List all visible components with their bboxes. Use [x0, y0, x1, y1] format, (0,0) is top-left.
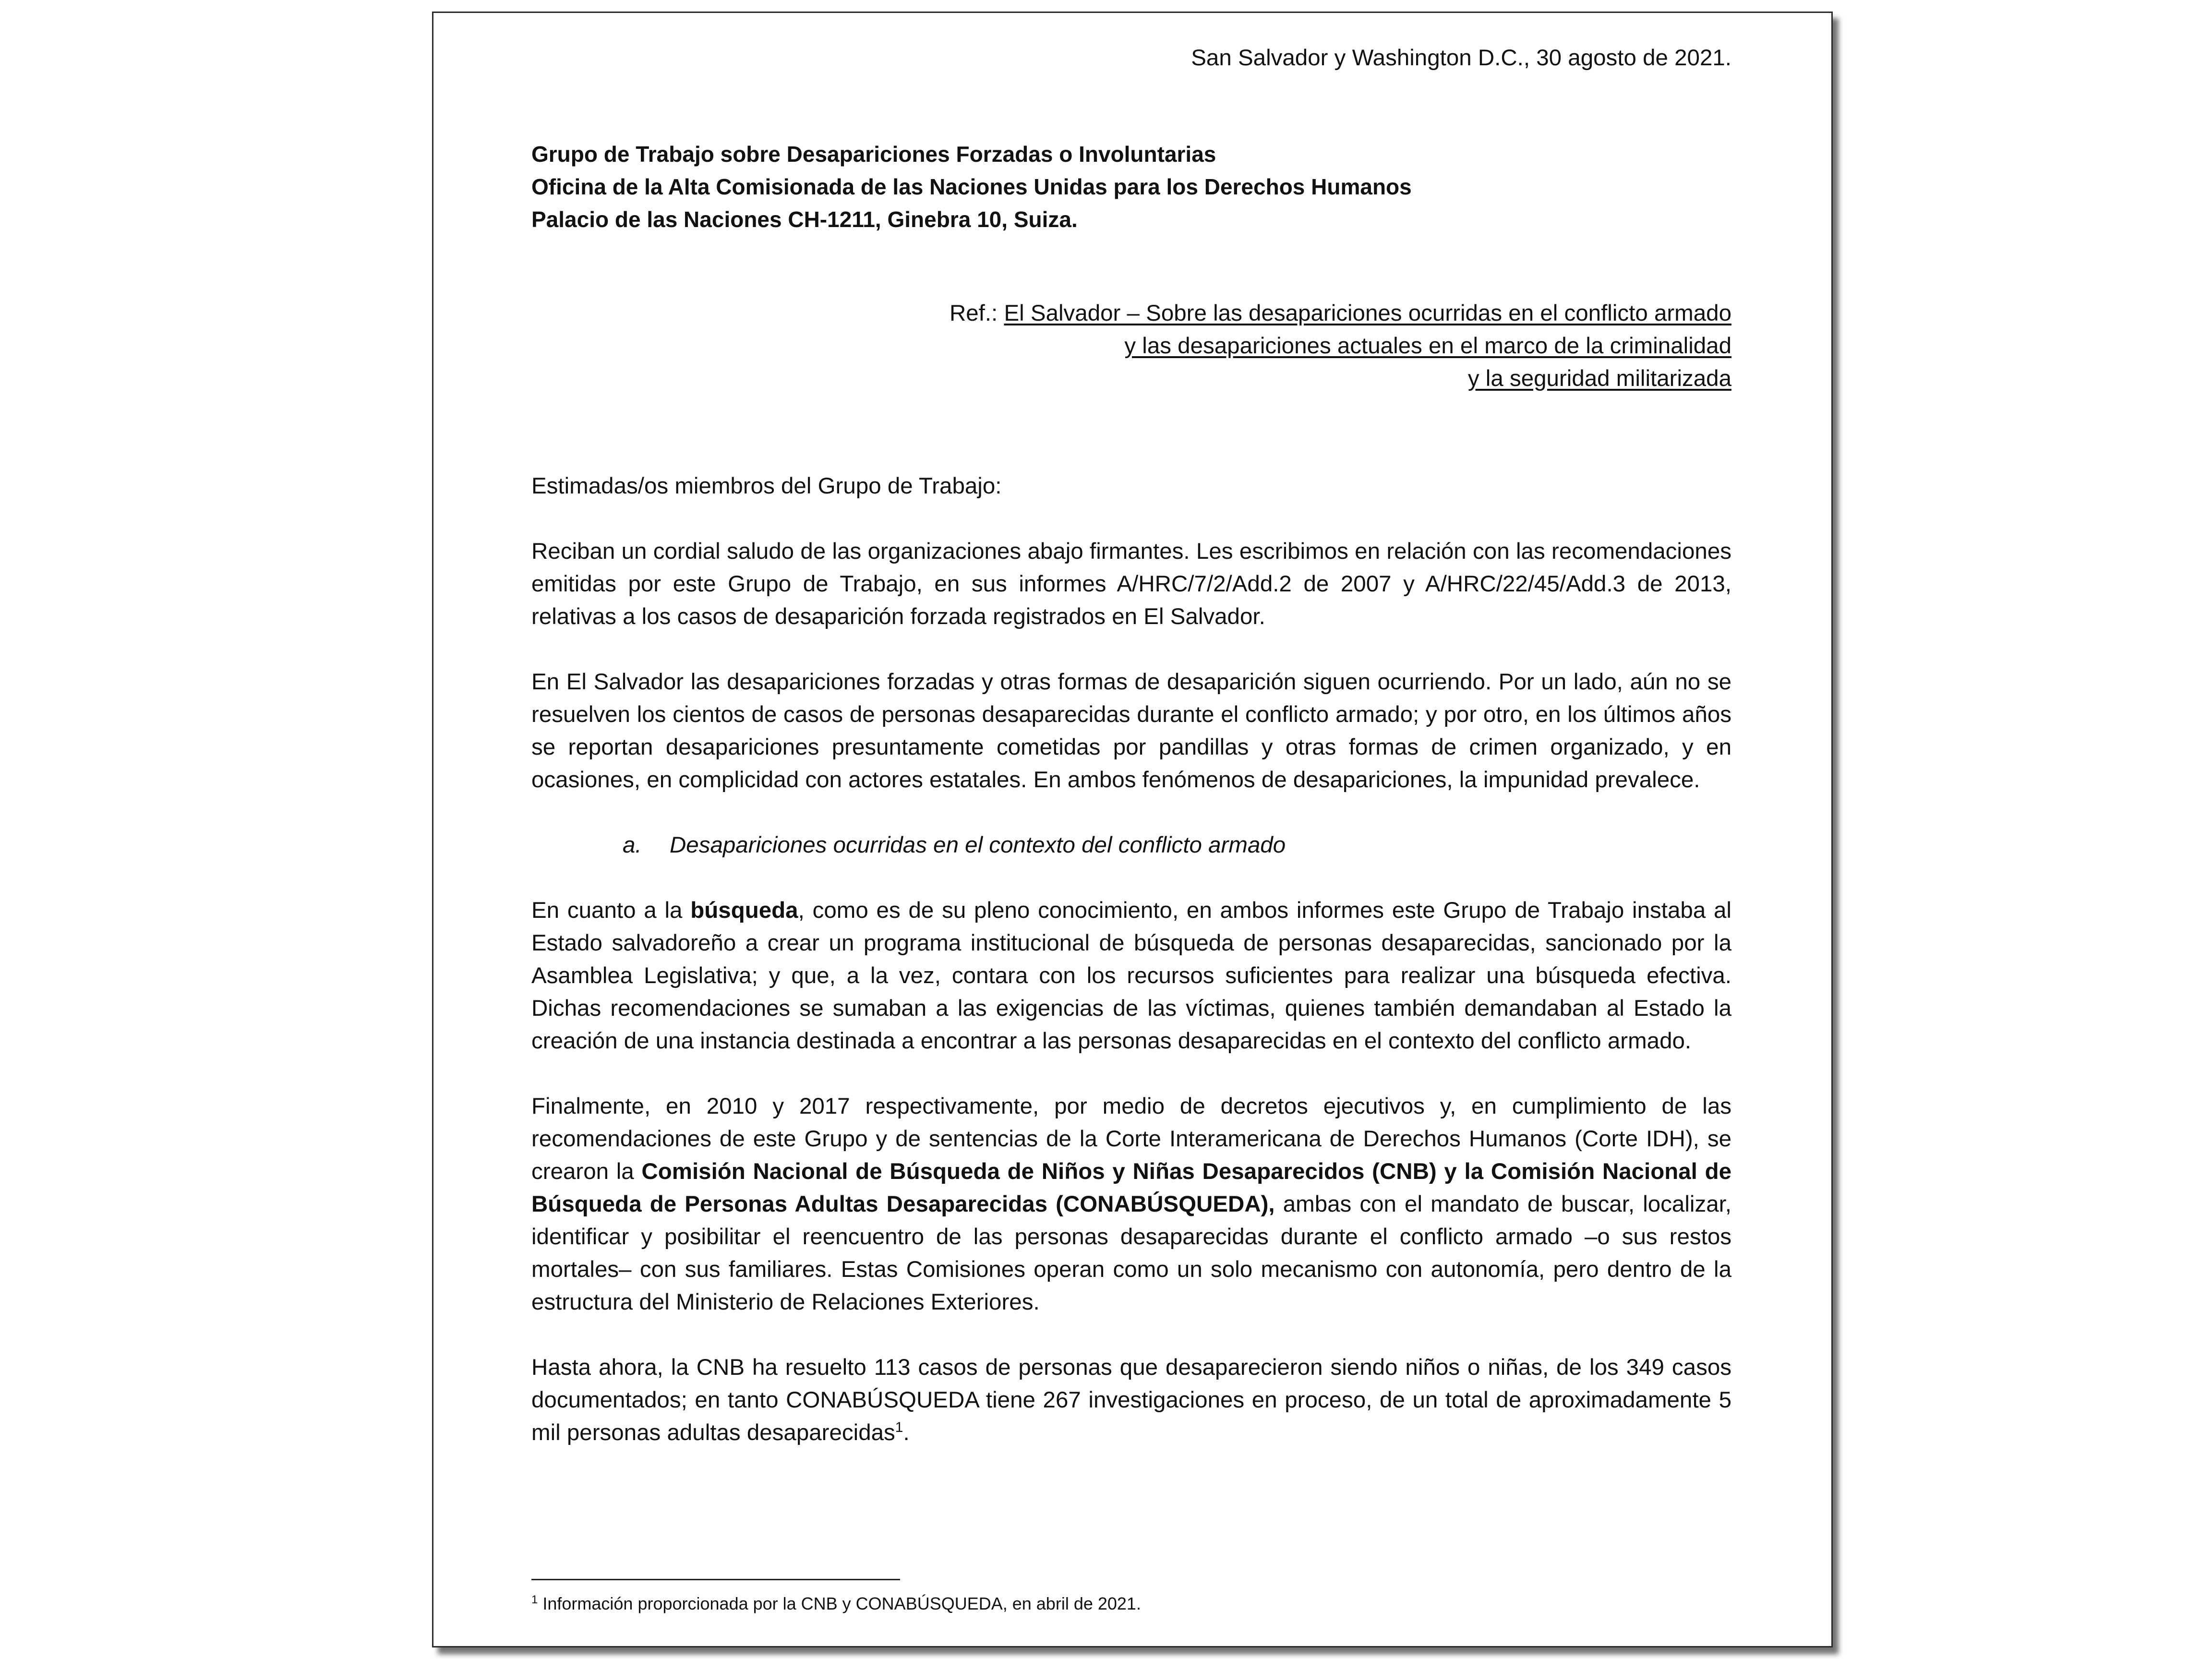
- section-letter: a.: [623, 832, 642, 858]
- recipient-block: [531, 138, 1731, 236]
- salutation: Estimadas/os miembros del Grupo de Trabajo:: [531, 473, 1002, 499]
- footnote-text: Información proporcionada por la CNB y CONABÚSQUEDA, en abril de 2021.: [538, 1594, 1141, 1613]
- letter-body: [531, 42, 1731, 1449]
- paragraph-text: , como es de su pleno conocimiento, en ambos informes este Grupo de Trabajo instaba al Estado salvadoreño a crear un programa institucional de búsqueda de personas desaparecidas, sancionado por la Asamblea Legislativa; y que, a la vez, contara con los recursos suficientes para realizar una búsqueda efectiva. Dichas recomendaciones se sumaban a las exigencias de las víctimas, quienes también demandaban al Estado la creación de una instancia destinada a encontrar a las personas desaparecidas en el contexto del conflicto armado.: [531, 898, 1731, 1054]
- paragraph-text: Hasta ahora, la CNB ha resuelto 113 casos de personas que desaparecieron siendo niños o niñas, de los 349 casos documentados; en tanto CONABÚSQUEDA tiene 267 investigaciones en proceso, de un total de aproximadamente 5 mil personas adultas desaparecidas: [531, 1355, 1731, 1445]
- recipient-line: Grupo de Trabajo sobre Desapariciones Forzadas o Involuntarias: [531, 142, 1216, 167]
- reference-line: [531, 362, 1731, 395]
- reference-text: y las desapariciones actuales en el marco de la criminalidad: [1124, 333, 1731, 359]
- paragraph-text: .: [903, 1420, 910, 1445]
- recipient-line: Palacio de las Naciones CH-1211, Ginebra 10, Suiza.: [531, 207, 1078, 232]
- paragraph-bold-text: Comisión Nacional de Búsqueda de Niños y Niñas Desaparecidos (CNB) y la Comisión Nacional de Búsqueda de Personas Adultas Desaparecidas (CONABÚSQUEDA),: [531, 1159, 1732, 1217]
- footnote-reference[interactable]: 1: [895, 1419, 903, 1436]
- paragraph-text: En cuanto a la: [531, 898, 691, 923]
- section-heading: [531, 829, 1731, 862]
- paragraph: [531, 1351, 1731, 1449]
- recipient-line: Oficina de la Alta Comisionada de las Naciones Unidas para los Derechos Humanos: [531, 174, 1412, 199]
- reference-line: [531, 297, 1731, 330]
- date-line: San Salvador y Washington D.C., 30 agosto de 2021.: [1191, 45, 1731, 71]
- footnote-divider: [531, 1579, 900, 1580]
- paragraph: Reciban un cordial saludo de las organizaciones abajo firmantes. Les escribimos en relación con las recomendaciones emitidas por este Grupo de Trabajo, en sus informes A/HRC/7/2/Add.2 de 2007 y A/HRC/22/45/Add.3 de 2013, relativas a los casos de desaparición forzada registrados en El Salvador.: [531, 539, 1731, 629]
- paragraph: En El Salvador las desapariciones forzadas y otras formas de desaparición siguen ocurriendo. Por un lado, aún no se resuelven los cientos de casos de personas desaparecidas durante el conflicto armado; y por otro, en los últimos años se reportan desapariciones presuntamente cometidas por pandillas y otras formas de crimen organizado, y en ocasiones, en complicidad con actores estatales. En ambos fenómenos de desapariciones, la impunidad prevalece.: [531, 669, 1731, 793]
- reference-prefix: Ref.:: [949, 301, 1004, 326]
- paragraph: [531, 894, 1731, 1058]
- reference-text: El Salvador – Sobre las desapariciones ocurridas en el conflicto armado: [1004, 301, 1731, 326]
- section-title: Desapariciones ocurridas en el contexto del conflicto armado: [670, 832, 1286, 858]
- footnote-marker: 1: [531, 1593, 538, 1606]
- footnote: [531, 1592, 1141, 1615]
- reference-line: [531, 330, 1731, 362]
- reference-block: [531, 297, 1731, 395]
- paragraph-bold-text: búsqueda: [690, 898, 798, 923]
- paragraph-text: Finalmente, en 2010 y 2017 respectivamente, por medio de decretos ejecutivos y, en cumplimiento de las recomendaciones de este Grupo y de sentencias de la Corte Interamericana de Derechos Humanos (Corte IDH), se crearon la: [531, 1094, 1731, 1184]
- document-page: [432, 12, 1833, 1647]
- reference-text: y la seguridad militarizada: [1467, 366, 1731, 391]
- paragraph: [531, 1090, 1731, 1319]
- paragraph-text: ambas con el mandato de buscar, localizar, identificar y posibilitar el reencuentro de las personas desaparecidas durante el conflicto armado –o sus restos mortales– con sus familiares. Estas Comisiones operan como un solo mecanismo con autonomía, pero dentro de la estructura del Ministerio de Relaciones Exteriores.: [531, 1191, 1732, 1315]
